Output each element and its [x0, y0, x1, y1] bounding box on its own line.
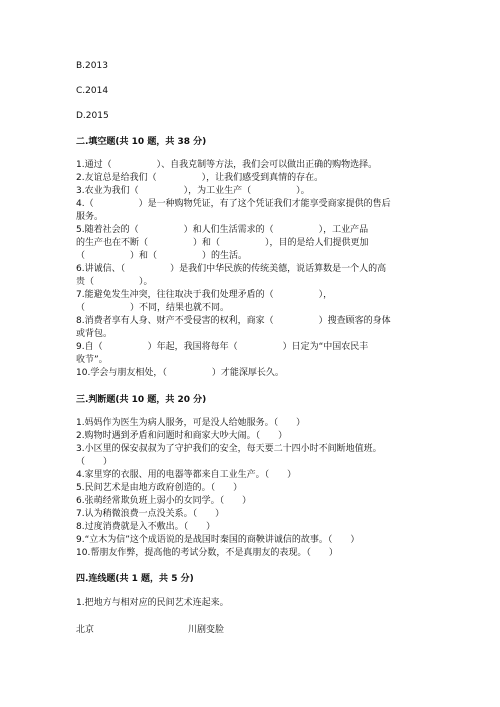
matching-left-item: 北京	[76, 625, 95, 635]
choice-d: D.2015	[76, 111, 109, 121]
fill-line: （ ）不同，结果也就不同。	[76, 303, 230, 313]
fill-line: 8.消费者享有人身、财产不受侵害的权利，商家（ ）搜查顾客的身体	[76, 316, 391, 326]
matching-question: 1.把地方与相对应的民间艺术连起来。	[76, 598, 229, 608]
fill-line: 的生产也在不断（ ）和（ ），目的是给人们提供更加	[76, 238, 369, 248]
fill-line: 3.农业为我们（ ），为工业生产（ ）。	[76, 186, 310, 196]
fill-line: （ ）和（ ）的生活。	[76, 251, 248, 261]
section2-heading: 二.填空题(共 10 题，共 38 分)	[76, 137, 207, 147]
judge-line: 3.小区里的保安叔叔为了守护我们的安全，每天要二十四小时不间断地值班。	[76, 444, 382, 454]
fill-line: 4.（ ）是一种购物凭证，有了这个凭证我们才能享受商家提供的售后	[76, 199, 391, 209]
judge-line: 5.民间艺术是由地方政府创造的。（ ）	[76, 483, 243, 493]
section4-heading: 四.连线题(共 1 题，共 5 分)	[76, 574, 194, 584]
fill-line: 贵（ ）。	[76, 277, 153, 287]
judge-line: 2.购物时遇到矛盾和问题时和商家大吵大闹。（ ）	[76, 431, 288, 441]
judge-line: 7.认为稍微浪费一点没关系。（ ）	[76, 509, 225, 519]
judge-line: 6.张萌经常欺负班上弱小的女同学。（ ）	[76, 496, 252, 506]
choice-b: B.2013	[76, 61, 108, 71]
fill-line: 2.友谊总是给我们（ ），让我们感受到真情的存在。	[76, 173, 324, 183]
fill-line: 10.学会与朋友相处，（ ）才能深厚长久。	[76, 368, 284, 378]
section3-heading: 三.判断题(共 10 题，共 20 分)	[76, 395, 207, 405]
fill-line: 9.自（ ）年起，我国将每年（ ）日定为“中国农民丰	[76, 342, 369, 352]
judge-line: （ ）	[76, 457, 113, 467]
fill-line: 或背包。	[76, 329, 113, 339]
fill-line: 6.讲诚信、（ ）是我们中华民族的传统美德，说话算数是一个人的高	[76, 264, 387, 274]
fill-line: 5.随着社会的（ ）和人们生活需求的（ ），工业产品	[76, 225, 369, 235]
fill-line: 收节”。	[76, 355, 108, 365]
choice-c: C.2014	[76, 86, 109, 96]
fill-line: 1.通过（ ）、自我克制等方法，我们会可以做出正确的购物选择。	[76, 160, 378, 170]
judge-line: 1.妈妈作为医生为病人服务，可是没人给她服务。（ ）	[76, 418, 306, 428]
judge-line: 8.过度消费就是入不敷出。（ ）	[76, 522, 216, 532]
fill-line: 7.能避免发生冲突，往往取决于我们处理矛盾的（ ），	[76, 290, 333, 300]
judge-line: 10.帮朋友作弊，提高他的考试分数，不是真朋友的表现。（ ）	[76, 548, 338, 558]
judge-line: 9.“立木为信”这个成语说的是战国时秦国的商鞅讲诚信的故事。（ ）	[76, 535, 360, 545]
judge-line: 4.家里穿的衣服、用的电器等都来自工业生产。（ ）	[76, 470, 297, 480]
fill-line: 服务。	[76, 212, 104, 222]
matching-right-item: 川剧变脸	[188, 625, 225, 635]
